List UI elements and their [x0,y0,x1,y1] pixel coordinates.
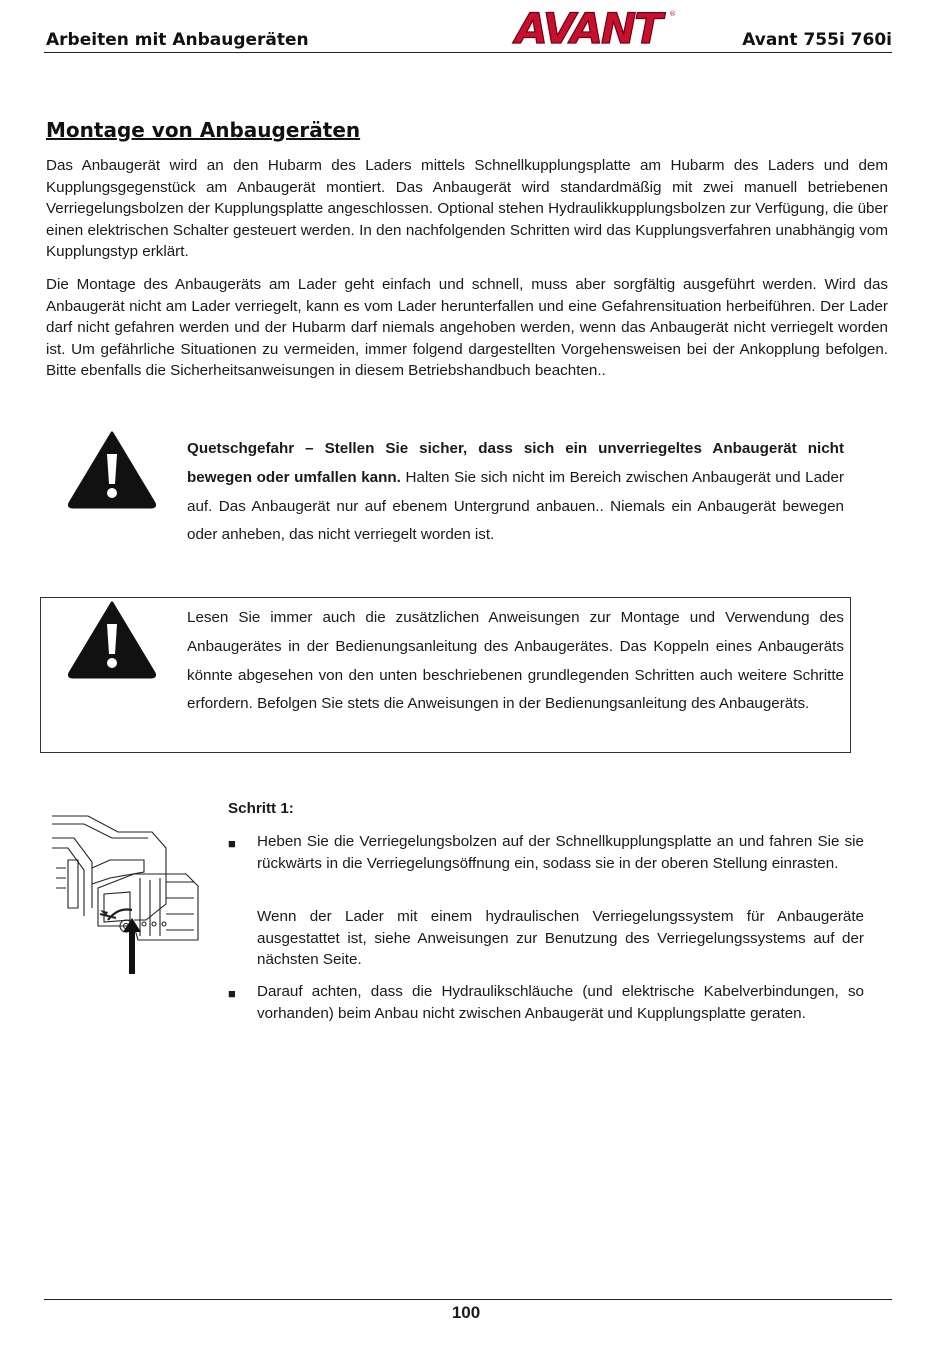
warning-crush-bold: Quetschgefahr – Stellen Sie sicher, dass sich ein unverriegeltes Anbaugerät nicht bewegen oder umfallen kann. [187,440,844,486]
step-item-1: Heben Sie die Verriegelungsbolzen auf der Schnellkupplungsplatte an und fahren Sie sie rückwärts in die Verriegelungsöffnung ein, sodass sie in der oberen Stellung einrasten. [257,833,864,872]
warning-manual-text: Lesen Sie immer auch die zusätzlichen Anweisungen zur Montage und Verwendung des Anbaugerätes in der Bedienungsanleitung des Anbaugerätes. Das Koppeln eines Anbaugeräts könnte abgesehen von den unten beschriebenen grundlegenden Schritten auch weitere Schritte erfordern. Befolgen Sie stets die Anweisungen in der Bedienungsanleitung des Anbaugeräts. [187,609,844,713]
quick-coupler-illustration [48,808,218,978]
header-section-title: Arbeiten mit Anbaugeräten [46,30,309,50]
footer-divider [44,1299,892,1300]
header-model: Avant 755i 760i [742,30,892,50]
header-divider [44,52,892,53]
warning-triangle-icon [67,430,157,508]
warning-triangle-icon [67,600,157,678]
page-number: 100 [451,1303,481,1322]
intro-paragraph: Das Anbaugerät wird an den Hubarm des Laders mittels Schnellkupplungsplatte am Hubarm des Laders und dem Kupplungsgegenstück am Anbaugerät montiert. Das Anbaugerät wird standardmäßig mit zwei manuell betriebenen Verriegelungsbolzen der Kupplungsplatte angeschlossen. Optional stehen Hydraulikkupplungsbolzen zur Verfügung, die über einen elektrischen Schalter gesteuert werden. In den nachfolgenden Schritten wird das Kupplungsverfahren unabhängig vom Kupplungstyp erklärt. [46,157,888,261]
svg-text:®: ® [669,10,676,18]
step-item-1-note: Wenn der Lader mit einem hydraulischen Verriegelungssystem für Anbaugeräte ausgestattet ist, siehe Anweisungen zur Benutzung des Verriegelungssystems auf der nächsten Seite. [257,908,864,969]
safety-paragraph: Die Montage des Anbaugeräts am Lader geht einfach und schnell, muss aber sorgfältig ausgeführt werden. Wird das Anbaugerät nicht am Lader verriegelt, kann es vom Lader herunterfallen und eine Gefahrensituation herbeiführen. Der Lader darf nicht gefahren werden und der Hubarm darf niemals angehoben werden, wenn das Anbaugerät nicht verriegelt worden ist. Um gefährliche Situationen zu vermeiden, immer folgend dargestellten Vorgehensweisen bei der Ankopplung befolgen. Bitte ebenfalls die Sicherheitsanweisungen in diesem Betriebshandbuch beachten.. [46,276,888,380]
logo-text: AVANT [515,4,661,53]
warning-crush-body: Halten Sie sich nicht im Bereich zwischen Anbaugerät und Lader auf. Das Anbaugerät nur auf ebenem Untergrund anbauen.. Niemals ein Anbaugerät bewegen oder anheben, das nicht verriegelt worden ist. [187,468,845,544]
avant-logo [503,4,676,53]
bullet-icon: ■ [228,836,236,851]
step-title: Schritt 1: [228,800,294,817]
bullet-icon: ■ [228,986,236,1001]
section-title: Montage von Anbaugeräten [46,118,361,142]
step-item-2: Darauf achten, dass die Hydraulikschläuche (und elektrische Kabelverbindungen, so vorhanden) beim Anbau nicht zwischen Anbaugerät und Kupplungsplatte geraten. [257,983,864,1022]
warning-crush-text [187,435,844,550]
